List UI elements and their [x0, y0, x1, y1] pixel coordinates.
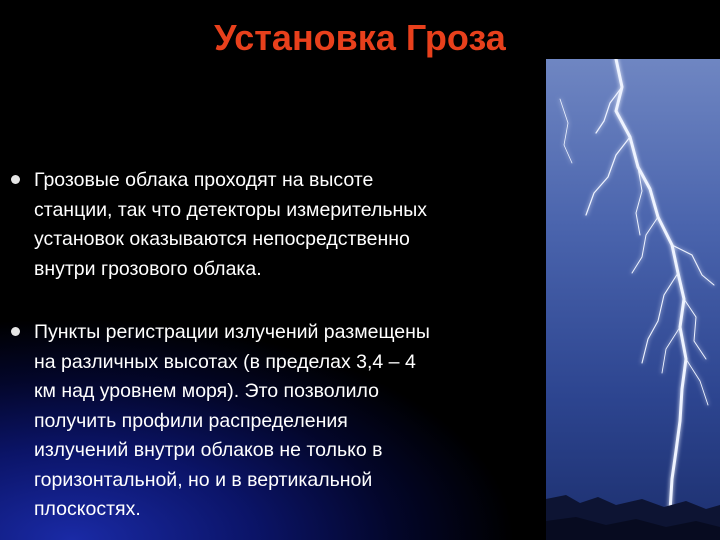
lightning-photo	[546, 59, 720, 540]
bullet-text: Пункты регистрации излучений размещены на различных высотах (в пределах 3,4 – 4 км над уровнем моря). Это позволило получить профили распределения излучений внутри облаков не только в горизонтальной, но и в вертикальной плоскостях.	[34, 321, 430, 520]
bullet-dot-icon	[11, 175, 20, 184]
slide-title	[0, 14, 720, 62]
bullet-dot-icon	[11, 327, 20, 336]
slide-title-text: Установка Гроза	[214, 17, 506, 58]
lightning-icon	[546, 59, 720, 540]
bullet-text: Грозовые облака проходят на высоте станции, так что детекторы измерительных установок оказываются непосредственно внутри грозового облака.	[34, 169, 428, 280]
